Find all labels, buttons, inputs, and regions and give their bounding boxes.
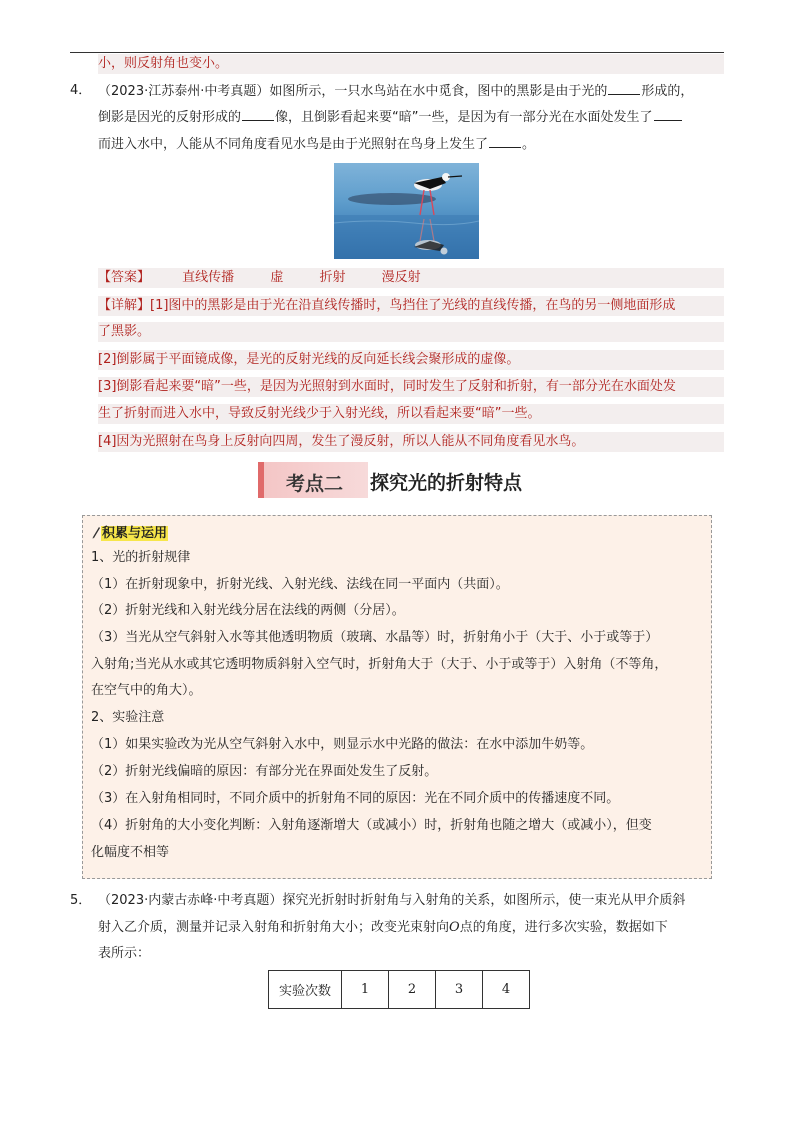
knowledge-line: （3）在入射角相同时，不同介质中的折射角不同的原因：光在不同介质中的传播速度不同。 bbox=[91, 791, 620, 806]
question-5-line-1: （2023·内蒙古赤峰·中考真题）探究光折射时折射角与入射角的关系，如图所示，使一束光从甲介质斜 bbox=[98, 893, 686, 908]
table-cell: 4 bbox=[483, 971, 530, 1009]
question-4-text: 。 bbox=[522, 137, 536, 152]
question-4-source: （2023·江苏泰州·中考真题） bbox=[98, 84, 270, 99]
question-4-line-3 bbox=[98, 134, 535, 155]
previous-answer-text: 小，则反射角也变小。 bbox=[98, 56, 229, 71]
detail-text: 了黑影。 bbox=[98, 324, 151, 339]
table-header-cell: 实验次数 bbox=[269, 971, 342, 1009]
knowledge-title: 积累与运用 bbox=[102, 526, 168, 541]
knowledge-line: （4）折射角的大小变化判断：入射角逐渐增大（或减小）时，折射角也随之增大（或减小），但变 bbox=[91, 818, 652, 833]
answer-blank-4[interactable] bbox=[489, 134, 521, 148]
water-bird-illustration bbox=[334, 163, 479, 259]
knowledge-line: 化幅度不相等 bbox=[91, 845, 170, 860]
question-4-text: 倒影是因光的反射形成的 bbox=[98, 110, 242, 125]
answer-blank-1[interactable] bbox=[608, 81, 640, 95]
answer-item-1: 直线传播 bbox=[182, 270, 235, 285]
question-4-text: 像，且倒影看起来要“暗”一些，是因为有一部分光在水面处发生了 bbox=[275, 110, 653, 125]
answer-item-2: 虚 bbox=[270, 270, 284, 285]
knowledge-line: （2）折射光线和入射光线分居在法线的两侧（分居）。 bbox=[91, 603, 405, 618]
question-4-text: 形成的， bbox=[641, 84, 694, 99]
question-4-text: 而进入水中，人能从不同角度看见水鸟是由于光照射在鸟身上发生了 bbox=[98, 137, 489, 152]
question-4-text: 如图所示，一只水鸟站在水中觅食，图中的黑影是由于光的 bbox=[269, 84, 608, 99]
detail-line-4 bbox=[98, 377, 724, 397]
knowledge-title-row bbox=[91, 524, 168, 544]
section-title: 探究光的折射特点 bbox=[370, 472, 523, 494]
question-5-text: 点的角度，进行多次实验，数据如下 bbox=[459, 920, 668, 935]
detail-text: 生了折射而进入水中，导致反射光线少于入射光线，所以看起来要“暗”一些。 bbox=[98, 406, 541, 421]
detail-line-1 bbox=[98, 296, 724, 316]
knowledge-line: （1）如果实验改为光从空气斜射入水中，则显示水中光路的做法：在水中添加牛奶等。 bbox=[91, 737, 594, 752]
answer-item-3: 折射 bbox=[319, 270, 346, 285]
answer-item-4: 漫反射 bbox=[381, 270, 421, 285]
water-bird-photo bbox=[334, 163, 479, 259]
answer-blank-2[interactable] bbox=[242, 107, 274, 121]
knowledge-line: 入射角;当光从水或其它透明物质斜射入空气时，折射角大于（大于、小于或等于）入射角（不等角， bbox=[91, 657, 668, 672]
detail-text: [1]图中的黑影是由于光在沿直线传播时，鸟挡住了光线的直线传播，在鸟的另一侧地面形成 bbox=[150, 298, 676, 313]
question-5-number: 5． bbox=[70, 893, 92, 908]
answer-label: 【答案】 bbox=[98, 270, 151, 285]
detail-text: [4]因为光照射在鸟身上反射向四周，发生了漫反射，所以人能从不同角度看见水鸟。 bbox=[98, 434, 585, 449]
previous-answer-tail bbox=[98, 54, 724, 74]
answer-row bbox=[98, 268, 724, 288]
experiment-table bbox=[268, 970, 530, 1009]
table-row bbox=[269, 971, 530, 1009]
knowledge-line: （2）折射光线偏暗的原因：有部分光在界面处发生了反射。 bbox=[91, 764, 438, 779]
section-label: 考点二 bbox=[286, 473, 344, 495]
knowledge-line: 1、光的折射规律 bbox=[91, 550, 191, 565]
detail-line-3 bbox=[98, 350, 724, 370]
detail-text: [2]倒影属于平面镜成像，是光的反射光线的反向延长线会聚形成的虚像。 bbox=[98, 352, 520, 367]
header-rule bbox=[70, 52, 724, 53]
point-o-label: O bbox=[449, 920, 460, 935]
knowledge-line: 在空气中的角大）。 bbox=[91, 683, 202, 698]
table-cell: 1 bbox=[342, 971, 389, 1009]
table-cell: 3 bbox=[436, 971, 483, 1009]
knowledge-line: （1）在折射现象中，折射光线、入射光线、法线在同一平面内（共面）。 bbox=[91, 577, 509, 592]
detail-line-6 bbox=[98, 432, 724, 452]
question-4-line-1 bbox=[98, 81, 693, 102]
question-5-text: 射入乙介质，测量并记录入射角和折射角大小；改变光束射向 bbox=[98, 920, 450, 935]
detail-line-2 bbox=[98, 322, 724, 342]
pencil-icon bbox=[91, 525, 101, 539]
question-4-line-2 bbox=[98, 107, 683, 128]
table-cell: 2 bbox=[389, 971, 436, 1009]
detail-text: [3]倒影看起来要“暗”一些，是因为光照射到水面时，同时发生了反射和折射，有一部分光在水面处发 bbox=[98, 379, 676, 394]
question-5-line-3: 表所示： bbox=[98, 946, 151, 961]
answer-blank-3[interactable] bbox=[654, 107, 682, 121]
knowledge-box bbox=[82, 515, 712, 879]
knowledge-line: 2、实验注意 bbox=[91, 710, 165, 725]
knowledge-line: （3）当光从空气斜射入水等其他透明物质（玻璃、水晶等）时，折射角小于（大于、小于或等于） bbox=[91, 630, 659, 645]
section-label-box bbox=[258, 462, 368, 498]
detail-label: 【详解】 bbox=[98, 298, 151, 313]
question-4-number: 4． bbox=[70, 83, 92, 98]
detail-line-5 bbox=[98, 404, 724, 424]
question-5-line-2 bbox=[98, 918, 668, 938]
